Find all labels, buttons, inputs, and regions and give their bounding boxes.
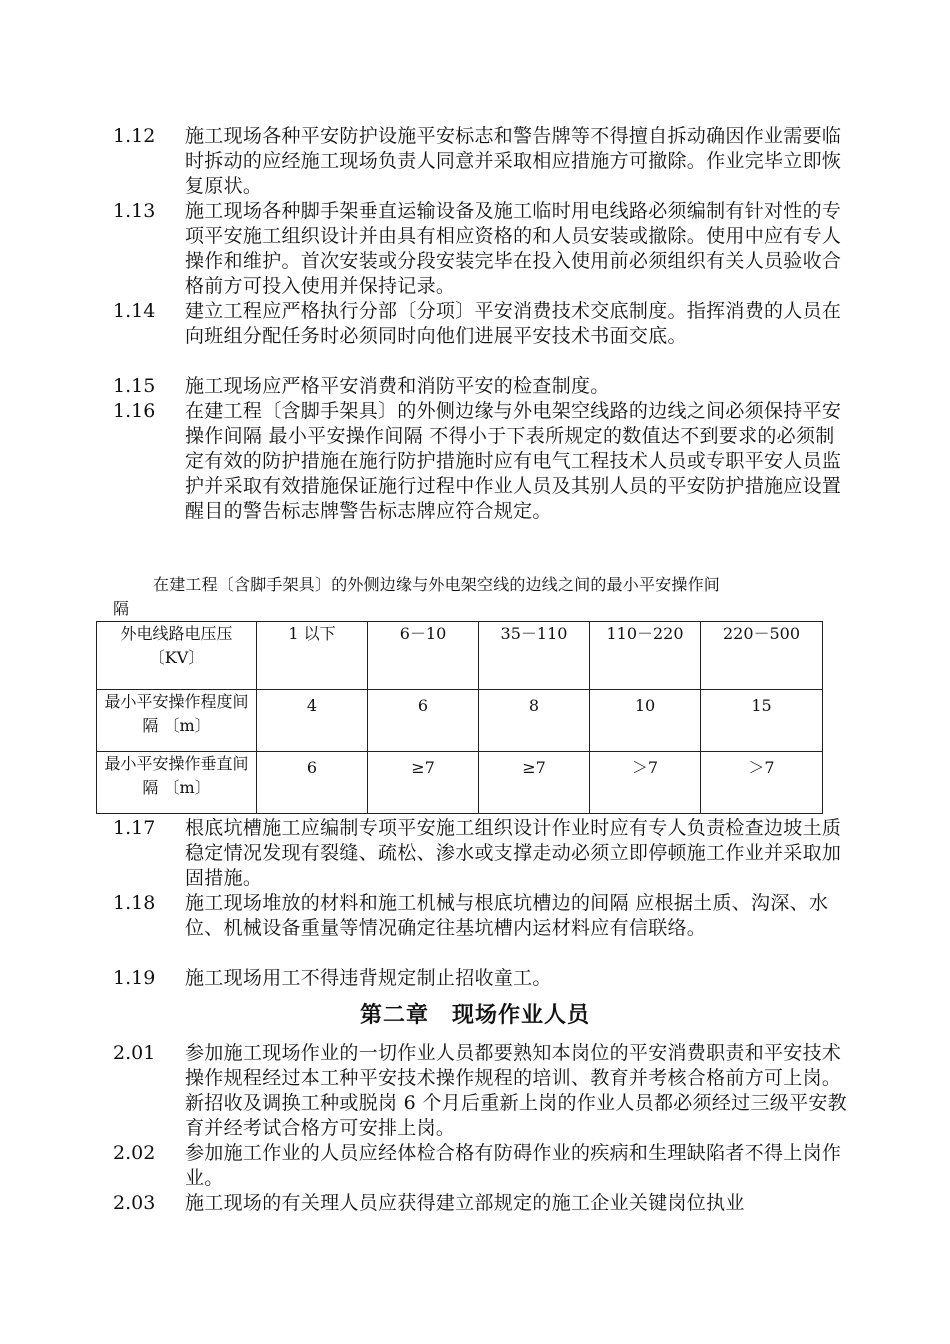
clause-text: 施工现场各种平安防护设施平安标志和警告牌等不得擅自拆动确因作业需要临时拆动的应经施工现场负责人同意并采取相应措施方可撤除。作业完毕立即恢复原状。 bbox=[185, 125, 842, 197]
table-cell: 6 bbox=[368, 690, 479, 752]
table-row bbox=[97, 622, 823, 690]
clause-text: 建立工程应严格执行分部〔分项〕平安消费技术交底制度。指挥消费的人员在向班组分配任务时必须同时向他们进展平安技术书面交底。 bbox=[185, 300, 842, 347]
clause-1-18 bbox=[113, 891, 848, 941]
table-cell: 8 bbox=[479, 690, 590, 752]
table-cell: 110－220 bbox=[590, 622, 701, 690]
clause-text: 根底坑槽施工应编制专项平安施工组织设计作业时应有专人负责检查边坡土质稳定情况发现有裂缝、疏松、渗水或支撑走动必须立即停顿施工作业并采取加固措施。 bbox=[185, 817, 842, 889]
table-cell: 10 bbox=[590, 690, 701, 752]
clause-number: 2.03 bbox=[113, 1192, 156, 1214]
table-cell: 35－110 bbox=[479, 622, 590, 690]
clause-text: 施工现场堆放的材料和施工机械与根底坑槽边的间隔 应根据土质、沟深、水位、机械设备重量等情况确定往基坑槽内运材料应有信联络。 bbox=[185, 892, 829, 939]
clause-number: 1.18 bbox=[113, 892, 156, 914]
table-cell: ＞7 bbox=[590, 752, 701, 814]
clause-text: 参加施工作业的人员应经体检合格有防碍作业的疾病和生理缺陷者不得上岗作业。 bbox=[185, 1142, 842, 1189]
table-row-header: 最小平安操作垂直间隔 〔m〕 bbox=[97, 752, 257, 814]
clause-1-12 bbox=[113, 124, 848, 199]
clause-number: 1.13 bbox=[113, 200, 156, 222]
table-cell: ≥7 bbox=[479, 752, 590, 814]
clause-number: 1.15 bbox=[113, 375, 156, 397]
clause-1-13 bbox=[113, 199, 848, 299]
table-caption bbox=[113, 573, 848, 621]
table-cell: ≥7 bbox=[368, 752, 479, 814]
clause-1-17 bbox=[113, 816, 848, 891]
table-caption-line: 隔 bbox=[113, 599, 130, 618]
clause-2-01 bbox=[113, 1041, 848, 1141]
table-cell: 6－10 bbox=[368, 622, 479, 690]
table-row bbox=[97, 752, 823, 814]
clause-number: 1.12 bbox=[113, 125, 156, 147]
chapter-heading: 第二章 现场作业人员 bbox=[359, 1002, 590, 1028]
table-cell: 6 bbox=[257, 752, 368, 814]
clause-text: 施工现场用工不得违背规定制止招收童工。 bbox=[185, 967, 552, 989]
clause-2-02 bbox=[113, 1141, 848, 1191]
clause-number: 1.17 bbox=[113, 817, 156, 839]
table-row-header: 最小平安操作程度间隔 〔m〕 bbox=[97, 690, 257, 752]
clause-number: 1.16 bbox=[113, 400, 156, 422]
table-cell: ＞7 bbox=[701, 752, 823, 814]
clause-text: 施工现场应严格平安消费和消防平安的检查制度。 bbox=[185, 375, 610, 397]
clause-text: 施工现场各种脚手架垂直运输设备及施工临时用电线路必须编制有针对性的专项平安施工组织设计并由具有相应资格的和人员安装或撤除。使用中应有专人操作和维护。首次安装或分段安装完毕在投入使用前必须组织有关人员验收合格前方可投入使用并保持记录。 bbox=[185, 200, 842, 297]
clause-1-15 bbox=[113, 374, 848, 399]
table-cell: 4 bbox=[257, 690, 368, 752]
clause-text: 参加施工现场作业的一切作业人员都要熟知本岗位的平安消费职责和平安技术操作规程经过本工种平安技术操作规程的培训、教育并考核合格前方可上岗。新招收及调换工种或脱岗 6 个月后重新上岗的作业人员都必须经过三级平安教育并经考试合格方可安排上岗。 bbox=[185, 1042, 847, 1139]
clause-number: 1.19 bbox=[113, 967, 156, 989]
table-cell: 220－500 bbox=[701, 622, 823, 690]
table-cell: 15 bbox=[701, 690, 823, 752]
clause-1-19 bbox=[113, 966, 848, 991]
clause-number: 1.14 bbox=[113, 300, 156, 322]
clause-text: 施工现场的有关理人员应获得建立部规定的施工企业关键岗位执业 bbox=[185, 1192, 745, 1214]
clause-1-14 bbox=[113, 299, 848, 349]
clause-number: 2.02 bbox=[113, 1142, 156, 1164]
table-cell: 1 以下 bbox=[257, 622, 368, 690]
table-row bbox=[97, 690, 823, 752]
table-caption-line: 在建工程〔含脚手架具〕的外侧边缘与外电架空线的边线之间的最小平安操作间 bbox=[153, 575, 721, 594]
distance-table bbox=[96, 621, 823, 814]
clause-1-16 bbox=[113, 399, 848, 524]
clause-2-03 bbox=[113, 1191, 848, 1216]
table-row-header: 外电线路电压压〔KV〕 bbox=[97, 622, 257, 690]
clause-text: 在建工程〔含脚手架具〕的外侧边缘与外电架空线路的边线之间必须保持平安操作间隔 最小平安操作间隔 不得小于下表所规定的数值达不到要求的必须制定有效的防护措施在施行防护措施时应有电气工程技术人员或专职平安人员监护并采取有效措施保证施行过程中作业人员及其别人员的平安防护措施应设置醒目的警告标志牌警告标志牌应符合规定。 bbox=[185, 400, 842, 522]
clause-number: 2.01 bbox=[113, 1042, 156, 1064]
